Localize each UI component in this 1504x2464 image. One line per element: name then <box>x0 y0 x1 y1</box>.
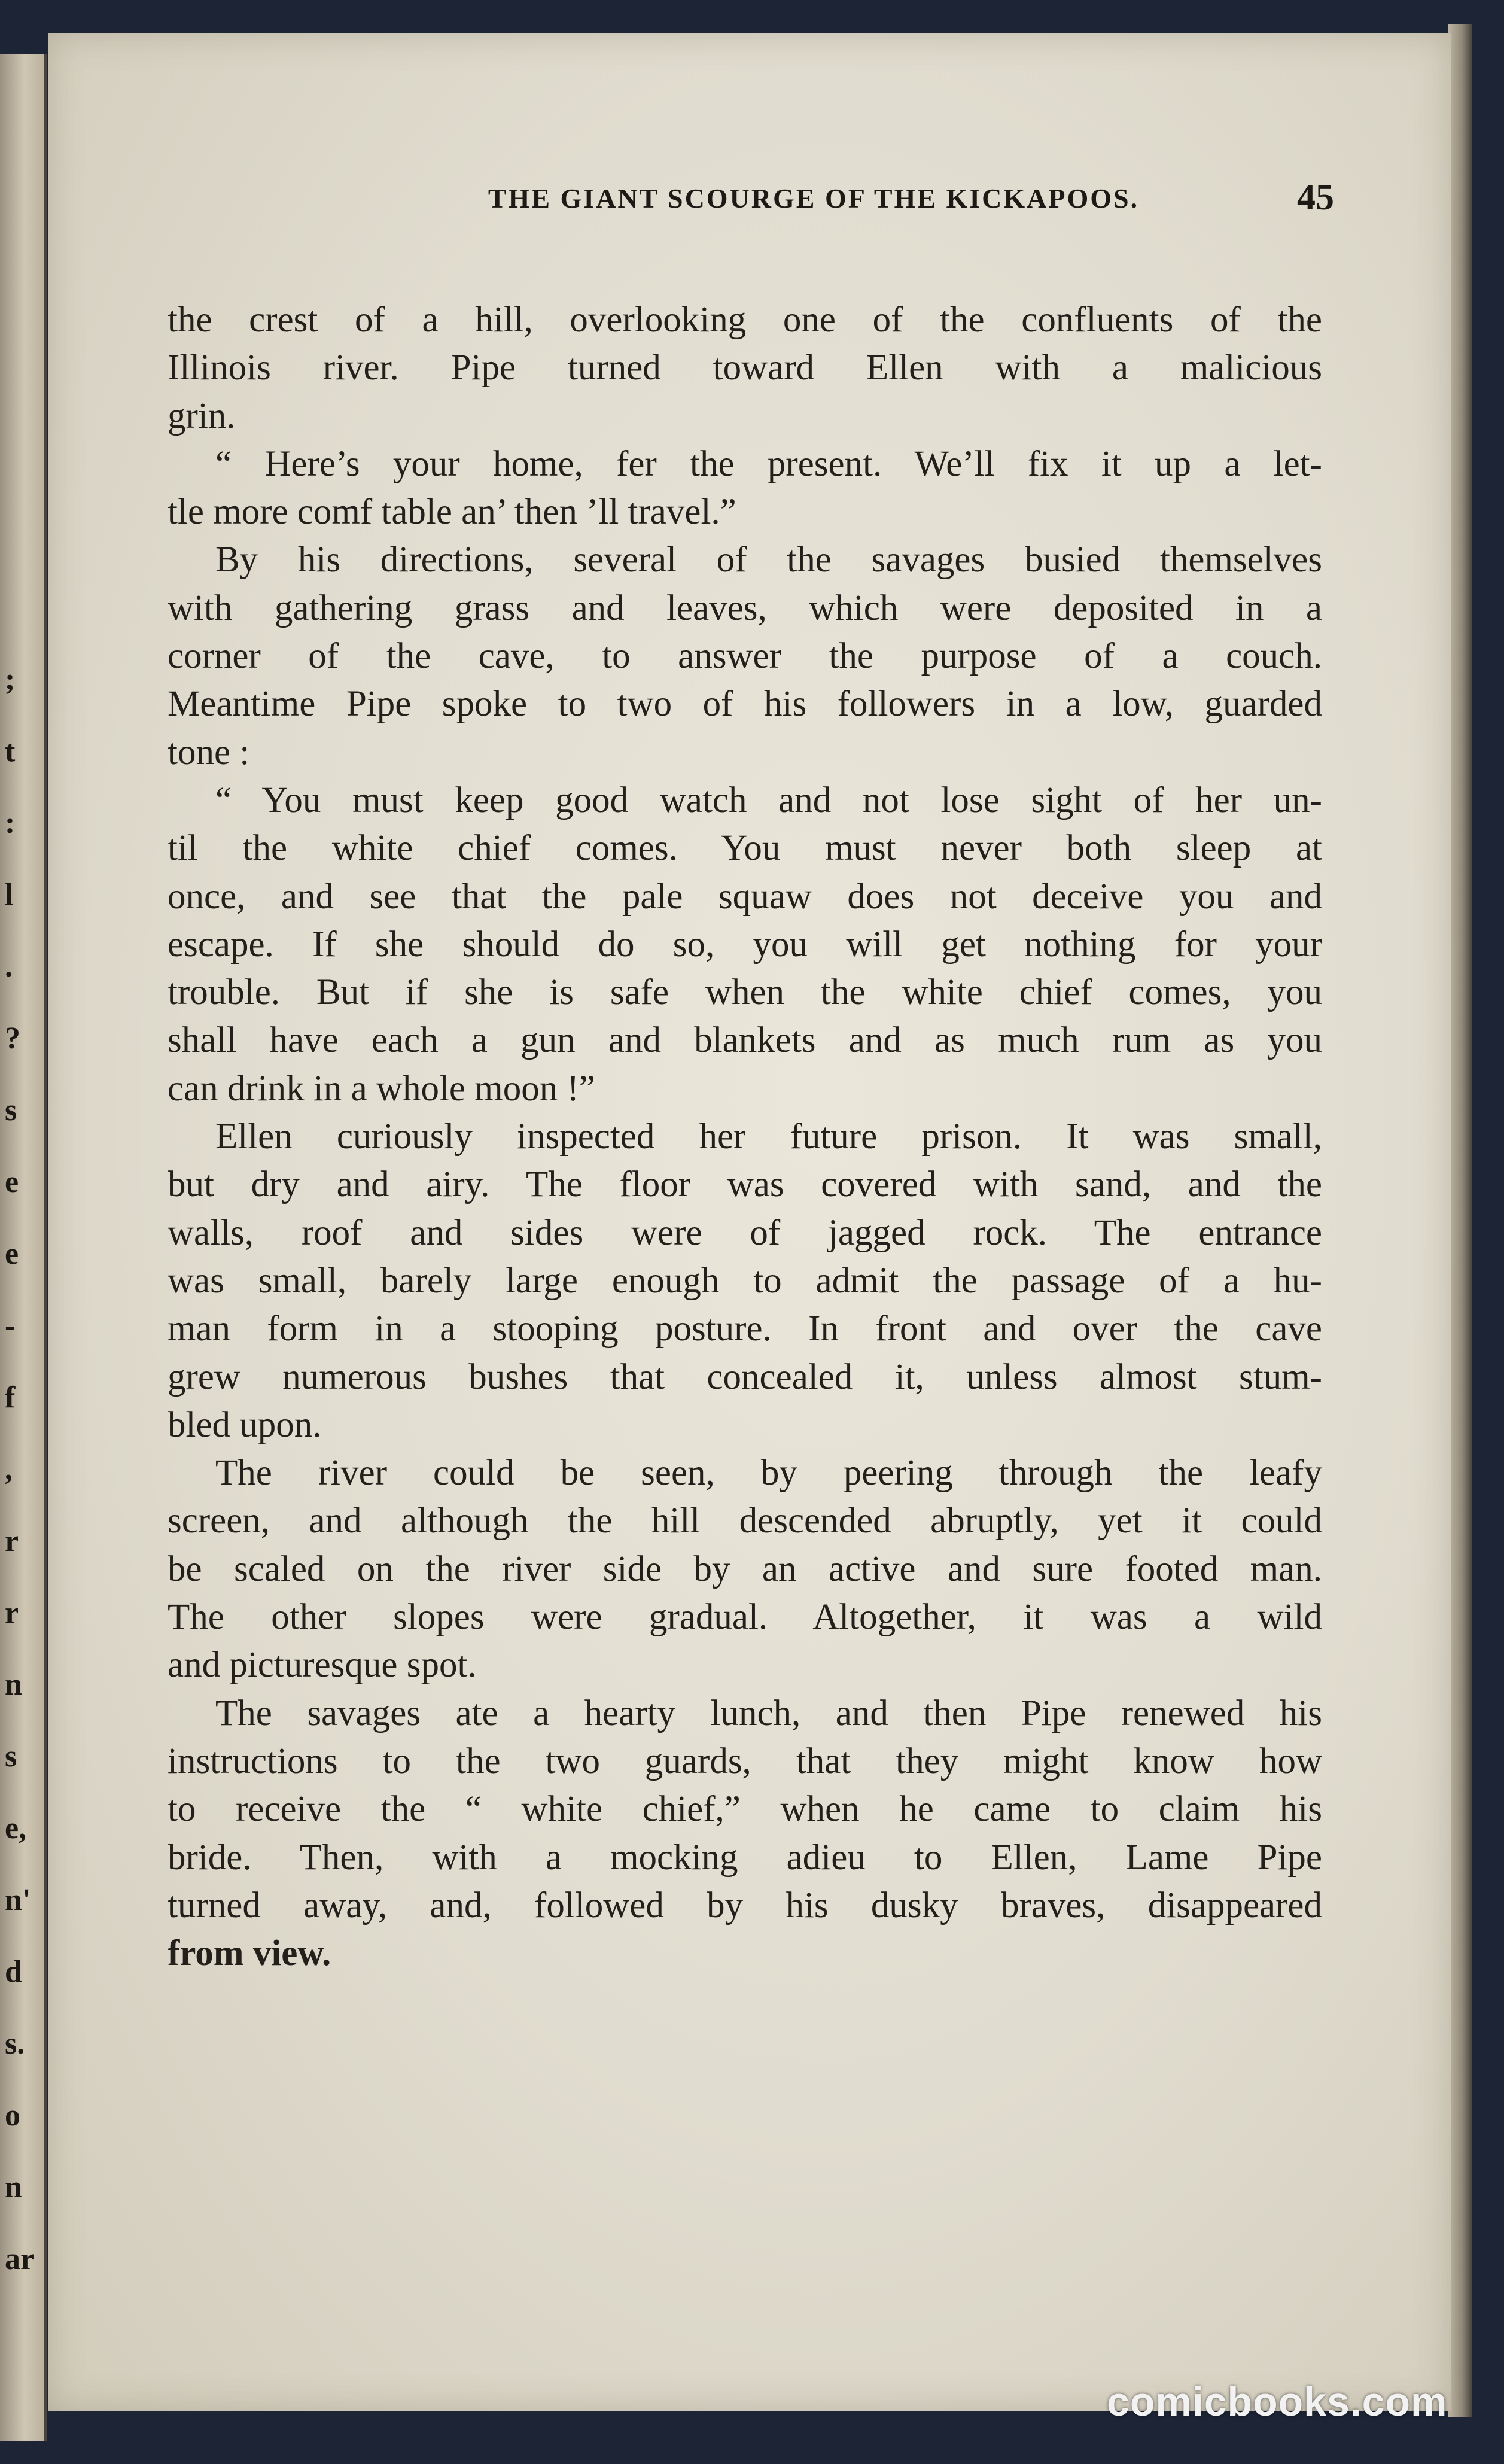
text-line: be scaled on the river side by an active and sure footed man. <box>168 1549 1322 1589</box>
facing-page-fragment: e <box>5 1237 19 1271</box>
facing-page-fragment: s. <box>5 2027 25 2061</box>
text-line: shall have each a gun and blankets and as much rum as you <box>168 1020 1322 1061</box>
book-page <box>48 33 1451 2411</box>
text-line: man form in a stooping posture. In front and over the cave <box>168 1309 1322 1349</box>
text-line: trouble. But if she is safe when the white chief comes, you <box>168 972 1322 1013</box>
text-line: The river could be seen, by peering through the leafy <box>215 1453 1322 1493</box>
text-line: the crest of a hill, overlooking one of the confluents of the <box>168 300 1322 340</box>
facing-page-fragment: . <box>5 950 13 984</box>
facing-page-fragment: r <box>5 1596 19 1630</box>
running-head: THE GIANT SCOURGE OF THE KICKAPOOS. <box>488 183 1140 214</box>
text-line: screen, and although the hill descended abruptly, yet it could <box>168 1501 1322 1541</box>
text-line: from view. <box>168 1933 331 1974</box>
text-line: Ellen curiously inspected her future prison. It was small, <box>215 1117 1322 1157</box>
page-number: 45 <box>1297 177 1334 218</box>
facing-page-fragment: l <box>5 878 14 912</box>
site-watermark: comicbooks.com <box>1107 2379 1448 2425</box>
text-line: corner of the cave, to answer the purpose of a couch. <box>168 636 1322 677</box>
facing-page-fragment: n' <box>5 1883 31 1917</box>
text-line: tone : <box>168 732 250 772</box>
facing-page-edge <box>0 54 47 2441</box>
text-line: Illinois river. Pipe turned toward Ellen with a malicious <box>168 348 1322 388</box>
text-line: can drink in a whole moon !” <box>168 1068 595 1109</box>
facing-page-fragment: o <box>5 2098 20 2133</box>
facing-page-fragment: s <box>5 1093 17 1127</box>
text-line: walls, roof and sides were of jagged rock. The entrance <box>168 1212 1322 1253</box>
facing-page-fragment: - <box>5 1309 16 1343</box>
text-line: escape. If she should do so, you will get nothing for your <box>168 924 1322 965</box>
facing-page-fragment: , <box>5 1452 13 1486</box>
text-line: and picturesque spot. <box>168 1645 477 1686</box>
facing-page-fragment: ; <box>5 662 16 696</box>
facing-page-fragment: e <box>5 1165 19 1199</box>
facing-page-fragment: d <box>5 1955 22 1989</box>
text-line: “ You must keep good watch and not lose sight of her un- <box>215 780 1322 820</box>
facing-page-fragment: ? <box>5 1021 20 1055</box>
facing-page-fragment: e, <box>5 1811 27 1845</box>
text-line: “ Here’s your home, fer the present. We’ll fix it up a let- <box>215 443 1322 484</box>
facing-page-fragment: ar <box>5 2242 35 2276</box>
text-line: but dry and airy. The floor was covered with sand, and the <box>168 1164 1322 1205</box>
text-line: bride. Then, with a mocking adieu to Ellen, Lame Pipe <box>168 1837 1322 1878</box>
text-line: turned away, and, followed by his dusky braves, disappeared <box>168 1885 1322 1925</box>
facing-page-fragment: n <box>5 1668 22 1702</box>
facing-page-fragment: n <box>5 2170 22 2204</box>
facing-page-fragment: : <box>5 806 16 840</box>
text-line: instructions to the two guards, that they might know how <box>168 1741 1322 1781</box>
text-line: til the white chief comes. You must never both sleep at <box>168 828 1322 869</box>
text-line: tle more comf table an’ then ’ll travel.” <box>168 492 736 533</box>
text-line: grin. <box>168 396 236 436</box>
text-line: The savages ate a hearty lunch, and then Pipe renewed his <box>215 1693 1322 1733</box>
text-line: with gathering grass and leaves, which were deposited in a <box>168 588 1322 628</box>
text-line: By his directions, several of the savages busied themselves <box>215 540 1322 580</box>
facing-page-fragment: f <box>5 1380 16 1414</box>
facing-page-fragment: t <box>5 734 16 768</box>
text-line: Meantime Pipe spoke to two of his followers in a low, guarded <box>168 684 1322 725</box>
page-edge-shadow <box>1448 24 1472 2417</box>
facing-page-fragment: s <box>5 1739 17 1774</box>
page-body-text <box>168 296 1322 1978</box>
text-line: The other slopes were gradual. Altogether, it was a wild <box>168 1597 1322 1638</box>
facing-page-fragment: r <box>5 1524 19 1558</box>
text-line: once, and see that the pale squaw does not deceive you and <box>168 876 1322 917</box>
text-line: bled upon. <box>168 1404 322 1445</box>
text-line: grew numerous bushes that concealed it, unless almost stum- <box>168 1356 1322 1397</box>
text-line: was small, barely large enough to admit the passage of a hu- <box>168 1260 1322 1301</box>
text-line: to receive the “ white chief,” when he came to claim his <box>168 1789 1322 1830</box>
